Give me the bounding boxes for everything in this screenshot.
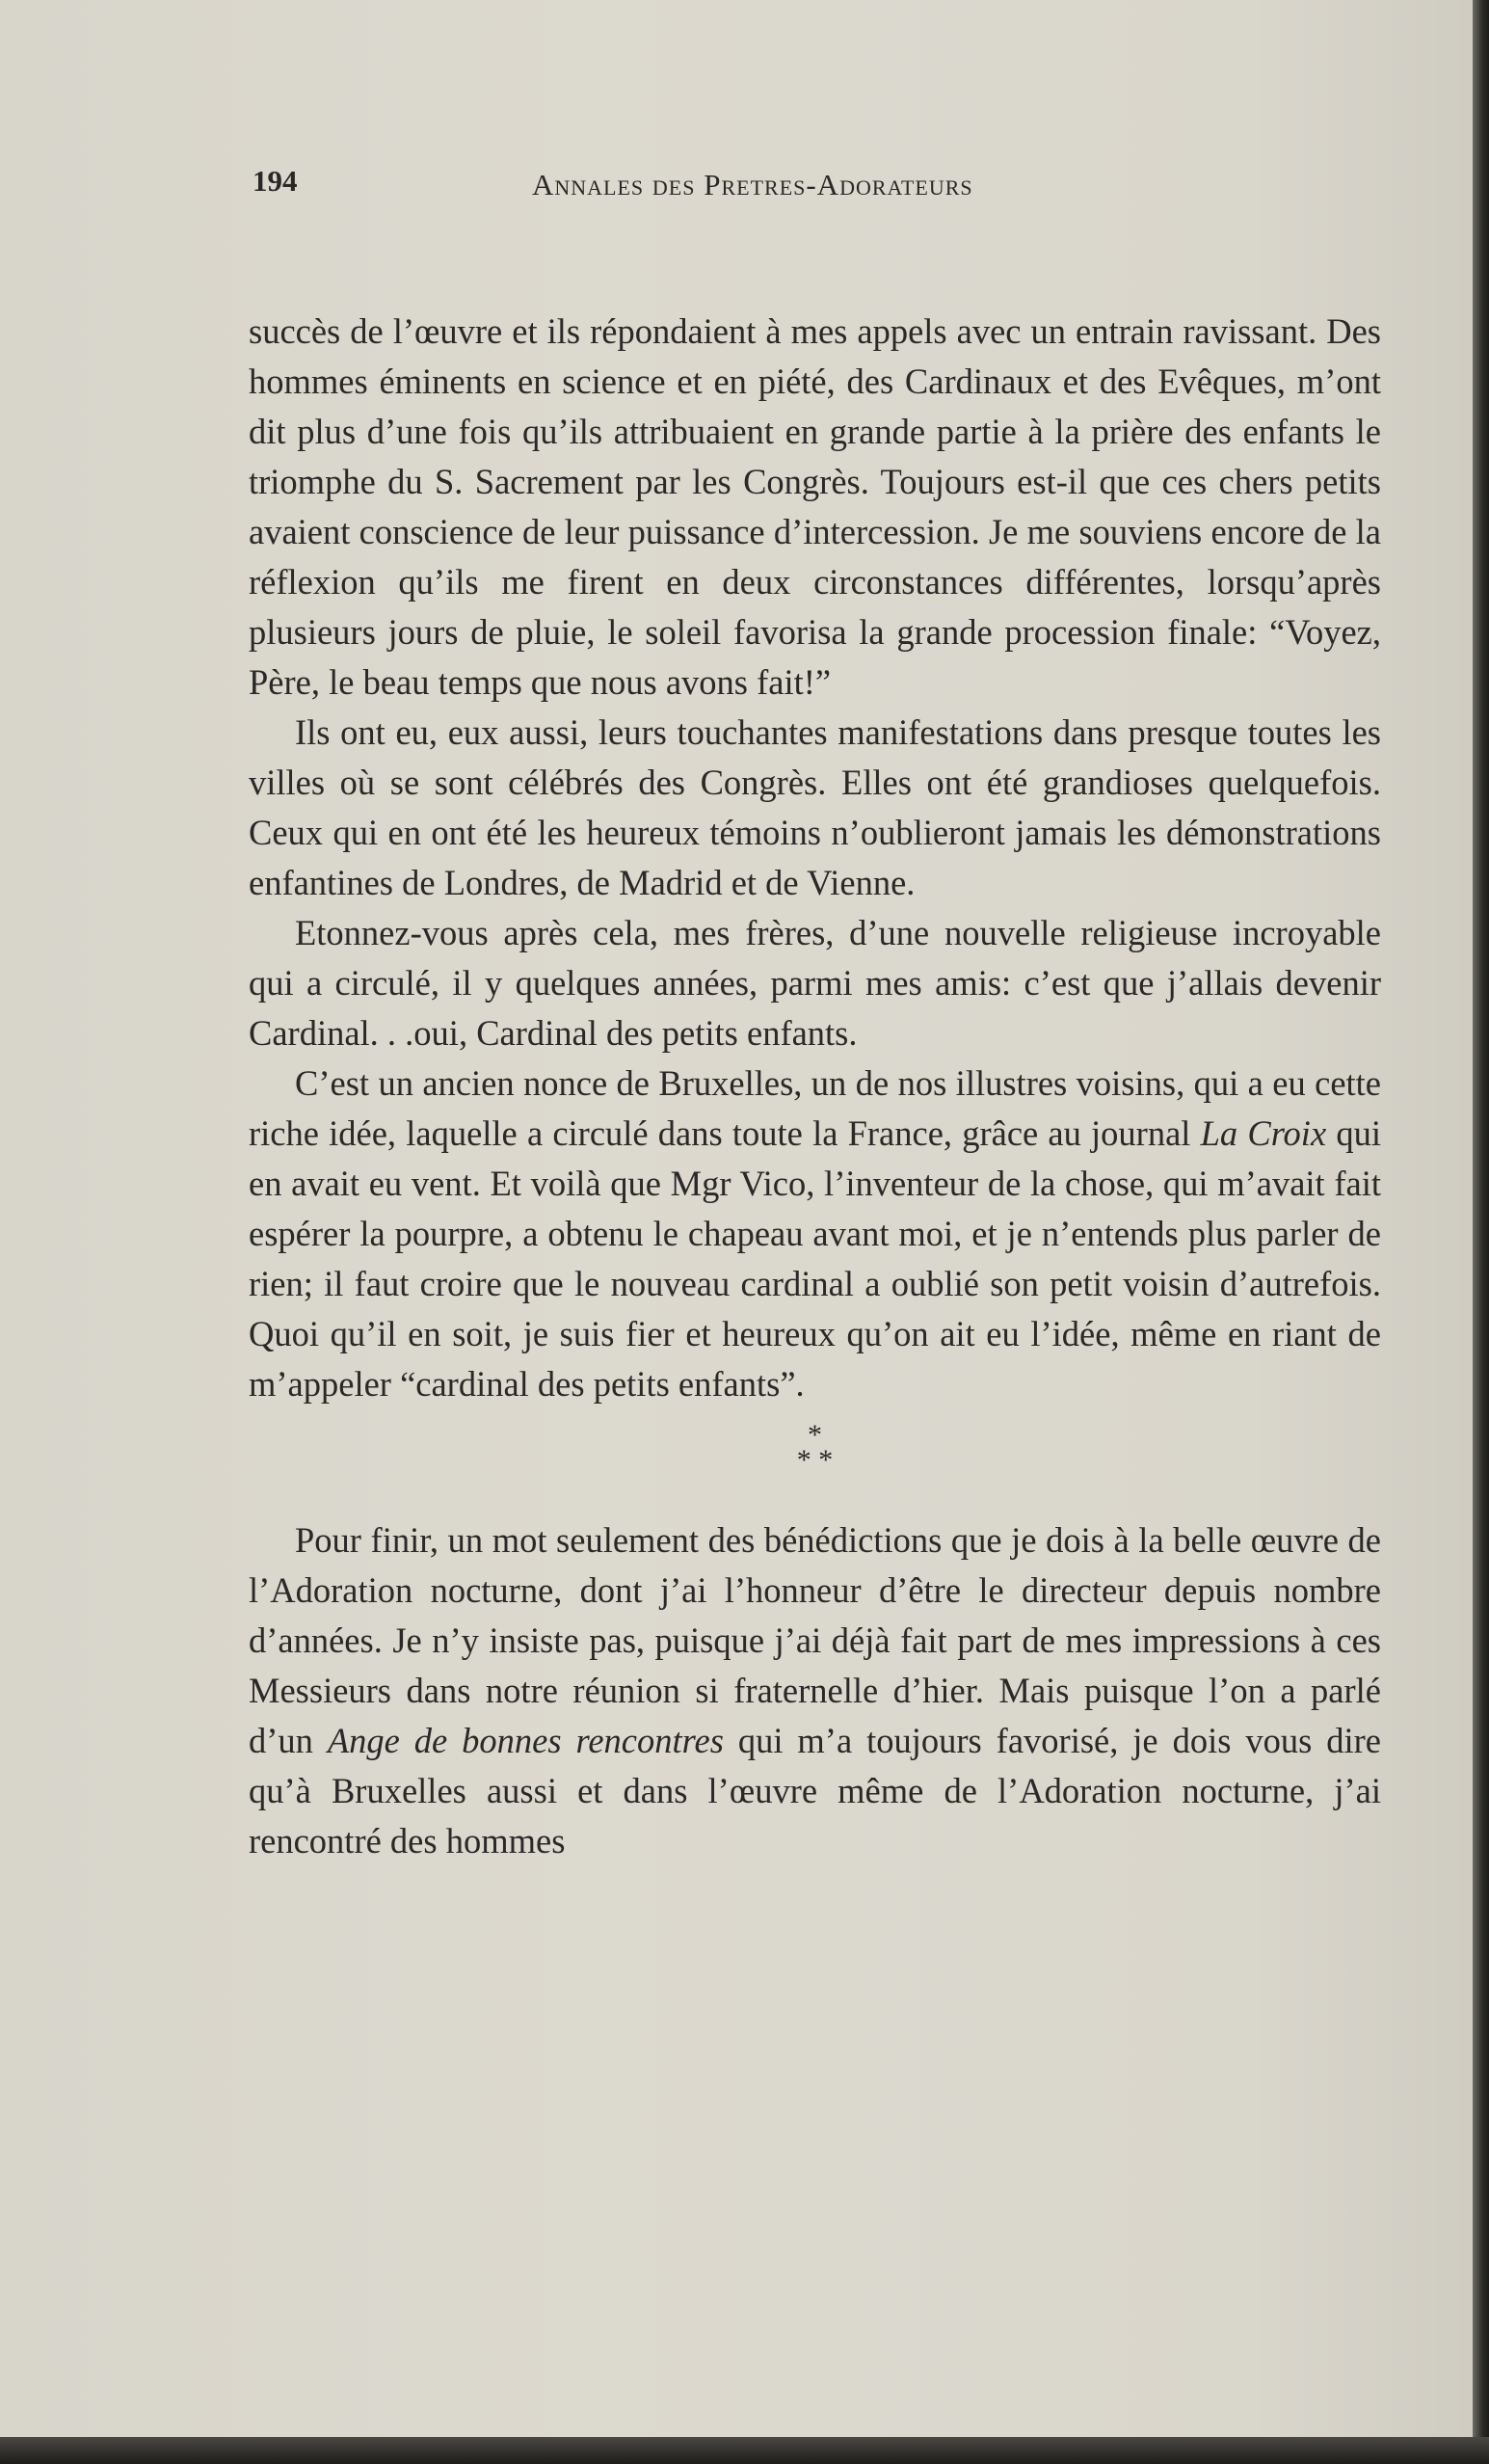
paragraph-4-text-after: qui en avait eu vent. Et voilà que Mgr Vico, l’inventeur de la chose, qui m’avait fait espérer la pourpre, a obtenu le chapeau avant moi, et je n’entends plus parler de rien; il faut croire que le nouveau cardinal a oublié son petit voisin d’autrefois. Quoi qu’il en soit, je suis fier et heureux qu’on ait eu l’idée, même en riant de m’appeler “cardinal des petits enfants”.: [249, 1113, 1381, 1404]
asterism-bottom: * *: [796, 1444, 834, 1476]
paragraph-5: [249, 1515, 1381, 1866]
paragraph-5-text-after: qui m’a toujours favorisé, je dois vous dire qu’à Bruxelles aussi et dans l’œuvre même de l’Adoration nocturne, j’ai rencontré des hommes: [249, 1721, 1381, 1861]
asterism-top: *: [808, 1419, 822, 1451]
paragraph-1: succès de l’œuvre et ils répondaient à mes appels avec un entrain ravissant. Des hommes éminents en science et en piété, des Cardinaux et des Evêques, m’ont dit plus d’une fois qu’ils attribuaient en grande partie à la prière des enfants le triomphe du S. Sacrement par les Congrès. Toujours est-il que ces chers petits avaient conscience de leur puissance d’intercession. Je me souviens encore de la réflexion qu’ils me firent en deux circonstances différentes, lorsqu’après plusieurs jours de pluie, le soleil favorisa la grande procession finale: “Voyez, Père, le beau temps que nous avons fait!”: [249, 311, 1381, 702]
running-title: Annales des Pretres-Adorateurs: [532, 168, 973, 201]
paragraph-5-text-before: Pour finir, un mot seulement des bénédictions que je dois à la belle œuvre de l’Adoration nocturne, dont j’ai l’honneur d’être le directeur depuis nombre d’années. Je n’y insiste pas, puisque j’ai déjà fait part de mes impressions à ces Messieurs dans notre réunion si fraternelle d’hier. Mais puisque l’on a parlé d’un: [249, 1520, 1381, 1760]
paragraph-4: [249, 1058, 1381, 1409]
italic-phrase: Ange de bonnes rencontres: [327, 1721, 724, 1760]
paragraph-3: Etonnez-vous après cela, mes frères, d’une nouvelle religieuse incroyable qui a circulé, il y quelques années, parmi mes amis: c’est que j’allais devenir Cardinal. . .oui, Cardinal des petits enfants.: [249, 913, 1381, 1053]
paragraph-2: Ils ont eu, eux aussi, leurs touchantes manifestations dans presque toutes les villes où se sont célébrés des Congrès. Elles ont été grandioses quelquefois. Ceux qui en ont été les heureux témoins n’oublieront jamais les démonstrations enfantines de Londres, de Madrid et de Vienne.: [249, 712, 1381, 902]
book-spine-shadow: [1473, 0, 1489, 2464]
page-bottom-shadow: [0, 2437, 1489, 2464]
paragraph-4-text-before: C’est un ancien nonce de Bruxelles, un de nos illustres voisins, qui a eu cette riche idée, laquelle a circulé dans toute la France, grâce au journal: [249, 1063, 1381, 1153]
newspaper-title: La Croix: [1200, 1113, 1327, 1153]
section-break-asterism: [249, 1419, 1381, 1476]
body-text: [249, 307, 1381, 1866]
page-number: 194: [253, 164, 298, 198]
running-header: [253, 164, 1101, 212]
